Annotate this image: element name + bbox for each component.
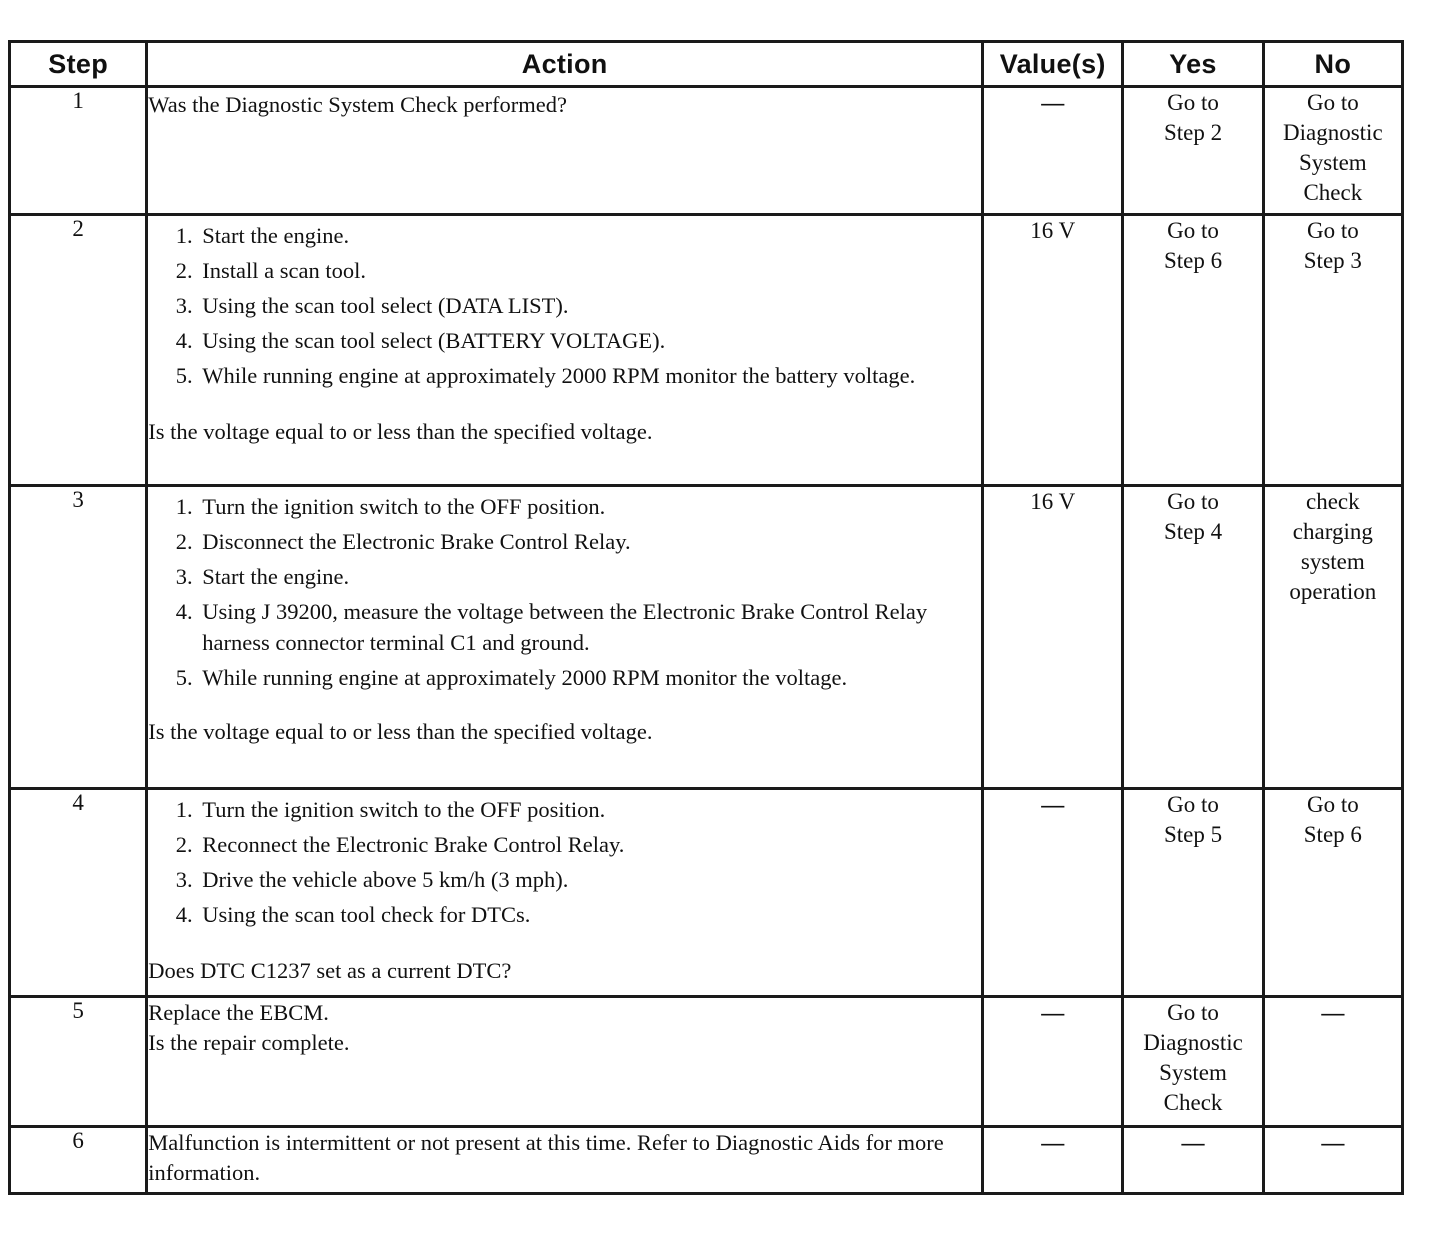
step-number: 4 xyxy=(10,789,147,997)
yes-cell xyxy=(1123,87,1263,215)
value-text: — xyxy=(1041,792,1065,817)
no-line: — xyxy=(1321,1000,1345,1025)
yes-line: Go to xyxy=(1167,489,1219,514)
value-cell xyxy=(983,789,1123,997)
no-line: check xyxy=(1306,489,1360,514)
question-text: Is the voltage equal to or less than the specified voltage. xyxy=(148,419,653,444)
step-number: 6 xyxy=(10,1127,147,1194)
diagnostic-table xyxy=(8,40,1404,1195)
step-number: 5 xyxy=(10,997,147,1127)
no-line: operation xyxy=(1289,579,1377,604)
substep-item: 3. Start the engine. xyxy=(198,561,981,592)
no-line: — xyxy=(1321,1130,1345,1155)
substep-item: 1. Turn the ignition switch to the OFF position. xyxy=(198,794,981,825)
action-text: Malfunction is intermittent or not present at this time. Refer to Diagnostic Aids for more information. xyxy=(148,1130,944,1185)
substep-item: 1. Turn the ignition switch to the OFF position. xyxy=(198,491,981,522)
action-line: Is the repair complete. xyxy=(148,1030,350,1055)
value-cell xyxy=(983,997,1123,1127)
substep-item: 5. While running engine at approximately 2000 RPM monitor the battery voltage. xyxy=(198,360,981,391)
no-line: Check xyxy=(1303,180,1363,205)
action-text: Was the Diagnostic System Check performed? xyxy=(148,92,567,117)
table-row-step-2 xyxy=(10,215,1403,486)
action-cell xyxy=(147,87,983,215)
no-cell xyxy=(1263,997,1402,1127)
substep-item: 4. Using J 39200, measure the voltage between the Electronic Brake Control Relay harness connector terminal C1 and ground. xyxy=(198,596,981,658)
no-line: System xyxy=(1298,150,1367,175)
substep-item: 2. Install a scan tool. xyxy=(198,255,981,286)
yes-line: Go to xyxy=(1167,90,1219,115)
no-cell xyxy=(1263,215,1402,486)
action-cell xyxy=(147,215,983,486)
substep-item: 3. Using the scan tool select (DATA LIST). xyxy=(198,290,981,321)
yes-cell xyxy=(1123,789,1263,997)
step-number: 3 xyxy=(10,486,147,789)
yes-line: Step 5 xyxy=(1163,822,1223,847)
action-line: Replace the EBCM. xyxy=(148,1000,329,1025)
substep-item: 1. Start the engine. xyxy=(198,220,981,251)
value-cell xyxy=(983,87,1123,215)
substep-item: 2. Disconnect the Electronic Brake Control Relay. xyxy=(198,526,981,557)
yes-line: Step 2 xyxy=(1163,120,1223,145)
yes-line: — xyxy=(1181,1130,1205,1155)
no-cell xyxy=(1263,789,1402,997)
diagnostic-document xyxy=(8,40,1404,1195)
yes-line: Step 4 xyxy=(1163,519,1223,544)
yes-line: Go to xyxy=(1167,792,1219,817)
step-number: 1 xyxy=(10,87,147,215)
action-cell xyxy=(147,997,983,1127)
yes-line: Go to xyxy=(1167,218,1219,243)
header-step: Step xyxy=(10,42,147,87)
yes-line: Check xyxy=(1163,1090,1223,1115)
table-row-step-5 xyxy=(10,997,1403,1127)
yes-cell xyxy=(1123,486,1263,789)
question-text: Is the voltage equal to or less than the specified voltage. xyxy=(148,719,653,744)
yes-line: Step 6 xyxy=(1163,248,1223,273)
value-text: — xyxy=(1041,1000,1065,1025)
yes-line: Diagnostic xyxy=(1143,1030,1243,1055)
value-text: — xyxy=(1041,90,1065,115)
table-row-step-4 xyxy=(10,789,1403,997)
substep-item: 5. While running engine at approximately 2000 RPM monitor the voltage. xyxy=(198,662,981,693)
question-text: Does DTC C1237 set as a current DTC? xyxy=(148,958,512,983)
no-line: charging xyxy=(1292,519,1373,544)
no-line: Step 6 xyxy=(1303,822,1362,847)
table-row-step-3 xyxy=(10,486,1403,789)
header-no: No xyxy=(1263,42,1402,87)
header-action: Action xyxy=(147,42,983,87)
no-line: Go to xyxy=(1306,218,1359,243)
substep-list xyxy=(148,491,981,693)
value-cell xyxy=(983,1127,1123,1194)
value-text: 16 V xyxy=(1030,218,1076,243)
value-text: 16 V xyxy=(1030,489,1076,514)
substep-item: 4. Using the scan tool check for DTCs. xyxy=(198,899,981,930)
substep-item: 3. Drive the vehicle above 5 km/h (3 mph). xyxy=(198,864,981,895)
value-cell xyxy=(983,215,1123,486)
yes-line: System xyxy=(1159,1060,1227,1085)
no-cell xyxy=(1263,87,1402,215)
no-line: system xyxy=(1300,549,1365,574)
substep-list xyxy=(148,220,981,391)
action-cell xyxy=(147,486,983,789)
table-row-step-6 xyxy=(10,1127,1403,1194)
table-row-step-1 xyxy=(10,87,1403,215)
value-text: — xyxy=(1041,1130,1065,1155)
action-cell xyxy=(147,1127,983,1194)
step-number: 2 xyxy=(10,215,147,486)
no-line: Step 3 xyxy=(1303,248,1362,273)
header-yes: Yes xyxy=(1123,42,1263,87)
value-cell xyxy=(983,486,1123,789)
yes-line: Go to xyxy=(1167,1000,1219,1025)
table-header-row xyxy=(10,42,1403,87)
substep-item: 4. Using the scan tool select (BATTERY VOLTAGE). xyxy=(198,325,981,356)
substep-list xyxy=(148,794,981,930)
action-cell xyxy=(147,789,983,997)
no-cell xyxy=(1263,1127,1402,1194)
substep-item: 2. Reconnect the Electronic Brake Control Relay. xyxy=(198,829,981,860)
yes-cell xyxy=(1123,215,1263,486)
header-values: Value(s) xyxy=(983,42,1123,87)
yes-cell xyxy=(1123,997,1263,1127)
no-line: Go to xyxy=(1306,792,1359,817)
yes-cell xyxy=(1123,1127,1263,1194)
no-line: Diagnostic xyxy=(1283,120,1383,145)
no-line: Go to xyxy=(1306,90,1359,115)
no-cell xyxy=(1263,486,1402,789)
